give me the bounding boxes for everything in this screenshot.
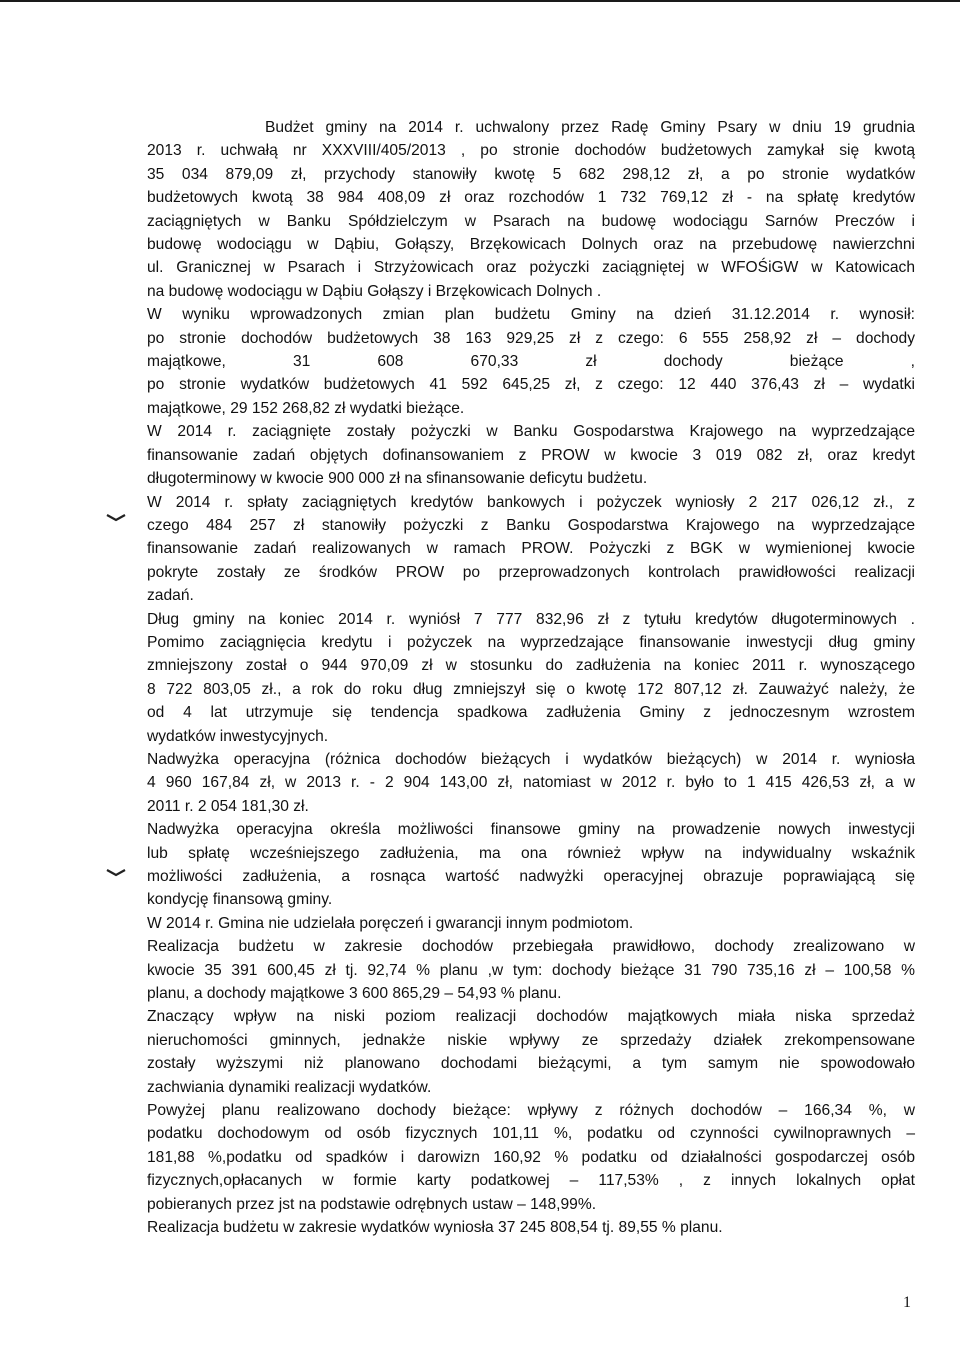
paragraph	[147, 303, 915, 420]
page-number: 1	[903, 1294, 911, 1311]
text-line: zachwiania dynamiki realizacji wydatków.	[147, 1078, 432, 1096]
text-line: podatku dochodowym od osób fizycznych 101,11 %, podatku od czynności cywilnoprawnych –	[147, 1125, 915, 1143]
text-line: zmniejszony został o 944 970,09 zł w stosunku do zadłużenia na koniec 2011 r. wynoszącego	[147, 657, 915, 675]
text-line: finansowanie zadań realizowanych w ramach PROW. Pożyczki z BGK w wymienionej kwocie	[147, 540, 915, 558]
paragraph	[147, 608, 915, 748]
text-line: planu, a dochody majątkowe 3 600 865,29 – 54,93 % planu.	[147, 985, 562, 1003]
text-line: W 2014 r. zaciągnięte zostały pożyczki w Banku Gospodarstwa Krajowego na wyprzedzające	[147, 423, 915, 441]
text-line: majątkowe, 31 608 670,33 zł dochody bieżące ,	[147, 353, 915, 371]
text-line: Dług gminy na koniec 2014 r. wyniósł 7 777 832,96 zł z tytułu kredytów długoterminowych .	[147, 610, 915, 628]
text-line: majątkowe, 29 152 268,82 zł wydatki bieżące.	[147, 399, 465, 417]
text-line: po stronie wydatków budżetowych 41 592 645,25 zł, z czego: 12 440 376,43 zł – wydatki	[147, 376, 915, 394]
text-line: możliwości zadłużenia, a rosnąca wartość nadwyżki operacyjnej obrazuje poprawiającą się	[147, 868, 915, 885]
text-line: finansowanie zadań objętych dofinansowaniem z PROW w kwocie 3 019 082 zł, oraz kredyt	[147, 446, 915, 464]
text-line: 2011 r. 2 054 181,30 zł.	[147, 797, 309, 815]
text-line: Powyżej planu realizowano dochody bieżące: wpływy z różnych dochodów – 166,34 %, w	[147, 1102, 915, 1120]
text-line: 2013 r. uchwałą nr XXXVIII/405/2013 , po stronie dochodów budżetowych zamykał się kwotą	[147, 142, 915, 160]
paragraph	[147, 420, 915, 490]
text-line: zaciągniętych w Banku Spółdzielczym w Psarach na budowę wodociągu Sarnów Preczów i	[147, 212, 915, 230]
paragraph	[147, 912, 915, 935]
text-line: budowę wodociągu w Dąbiu, Gołąszy, Brzękowicach Dolnych oraz na przebudowę nawierzchni	[147, 236, 915, 254]
text-line: Budżet gminy na 2014 r. uchwalony przez Radę Gminy Psary w dniu 19 grudnia	[265, 119, 915, 136]
text-line: Nadwyżka operacyjna określa możliwości finansowe gminy na prowadzenie nowych inwestycji	[147, 821, 915, 839]
text-line: pokryte zostały ze środków PROW po przeprowadzonych kontrolach prawidłowości realizacji	[147, 563, 915, 581]
text-line: 35 034 879,09 zł, przychody stanowiły kwotę 5 682 298,12 zł, a po stronie wydatków	[147, 165, 915, 183]
paragraph	[147, 491, 915, 608]
text-line: W wyniku wprowadzonych zmian plan budżetu Gminy na dzień 31.12.2014 r. wynosił:	[147, 306, 915, 324]
text-line: długoterminowy w kwocie 900 000 zł na sfinansowanie deficytu budżetu.	[147, 470, 648, 488]
text-line: ul. Granicznej w Psarach i Strzyżowicach oraz pożyczki zaciągniętej w WFOŚiGW w Katowicach	[147, 259, 915, 277]
text-line: wydatków inwestycyjnych.	[147, 727, 329, 745]
text-line: Nadwyżka operacyjna (różnica dochodów bieżących i wydatków bieżących) w 2014 r. wyniosła	[147, 750, 915, 768]
paragraph	[147, 1216, 915, 1239]
text-line: fizycznych,opłacanych w formie karty podatkowej – 117,53% , z innych lokalnych opłat	[147, 1172, 915, 1190]
paragraph	[147, 1099, 915, 1216]
text-line: 181,88 %,podatku od spadków i darowizn 160,92 % podatku od działalności gospodarczej osób	[147, 1148, 915, 1166]
text-line: na budowę wodociągu w Dąbiu Gołąszy i Brzękowicach Dolnych .	[147, 282, 602, 300]
text-line: Pomimo zaciągnięcia kredytu i pożyczek na wyprzedzające finansowanie inwestycji dług gminy	[147, 633, 915, 651]
text-line: od 4 lat utrzymuje się tendencja spadkowa zadłużenia Gminy z jednoczesnym wzrostem	[147, 704, 915, 722]
text-line: zadań.	[147, 587, 194, 605]
text-line: lub spłatę wcześniejszego zadłużenia, ma ona również wpływ na indywidualny wskaźnik	[147, 844, 915, 862]
text-line: czego 484 257 zł stanowiły pożyczki z Banku Gospodarstwa Krajowego na wyprzedzające	[147, 516, 915, 534]
text-line: W 2014 r. Gmina nie udzielała poręczeń i gwarancji innym podmiotom.	[147, 914, 634, 932]
text-line: po stronie dochodów budżetowych 38 163 929,25 zł z czego: 6 555 258,92 zł – dochody	[147, 329, 915, 347]
text-line: Znaczący wpływ na niski poziom realizacji dochodów majątkowych miała niska sprzedaż	[147, 1008, 915, 1026]
paragraph	[147, 935, 915, 1005]
text-line: Realizacja budżetu w zakresie wydatków wyniosła 37 245 808,54 tj. 89,55 % planu.	[147, 1219, 723, 1237]
text-line: budżetowych kwotą 38 984 408,09 zł oraz rozchodów 1 732 769,12 zł - na spłatę kredytów	[147, 189, 915, 207]
paragraph	[147, 748, 915, 818]
text-line: nieruchomości gminnych, jednakże niskie wpływy ze sprzedaży działek zrekompensowane	[147, 1031, 915, 1049]
paragraph	[147, 116, 915, 303]
text-line: 4 960 167,84 zł, w 2013 r. - 2 904 143,00 zł, natomiast w 2012 r. było to 1 415 426,53 zł, a w	[147, 774, 915, 792]
text-line: 8 722 803,05 zł., a rok do roku dług zmniejszył się o kwotę 172 807,12 zł. Zauważyć należy, że	[147, 680, 915, 698]
paragraph	[147, 818, 915, 912]
text-line: pobieranych przez jst na podstawie odrębnych ustaw – 148,99%.	[147, 1195, 597, 1213]
margin-binder-mark	[106, 514, 126, 522]
text-line: kwocie 35 391 600,45 zł tj. 92,74 % planu ,w tym: dochody bieżące 31 790 735,16 zł – 100,58 %	[147, 961, 915, 979]
document-page	[147, 116, 915, 1240]
text-line: kondycję finansową gminy.	[147, 891, 333, 909]
text-line: zostały wyższymi niż planowano dochodami bieżącymi, a tym samym nie spowodowało	[147, 1055, 915, 1073]
scan-top-border	[0, 0, 960, 2]
text-line: W 2014 r. spłaty zaciągniętych kredytów bankowych i pożyczek wyniosły 2 217 026,12 zł., z	[147, 493, 915, 511]
paragraph	[147, 1005, 915, 1099]
text-line: Realizacja budżetu w zakresie dochodów przebiegała prawidłowo, dochody zrealizowano w	[147, 938, 915, 956]
margin-binder-mark	[106, 869, 126, 877]
